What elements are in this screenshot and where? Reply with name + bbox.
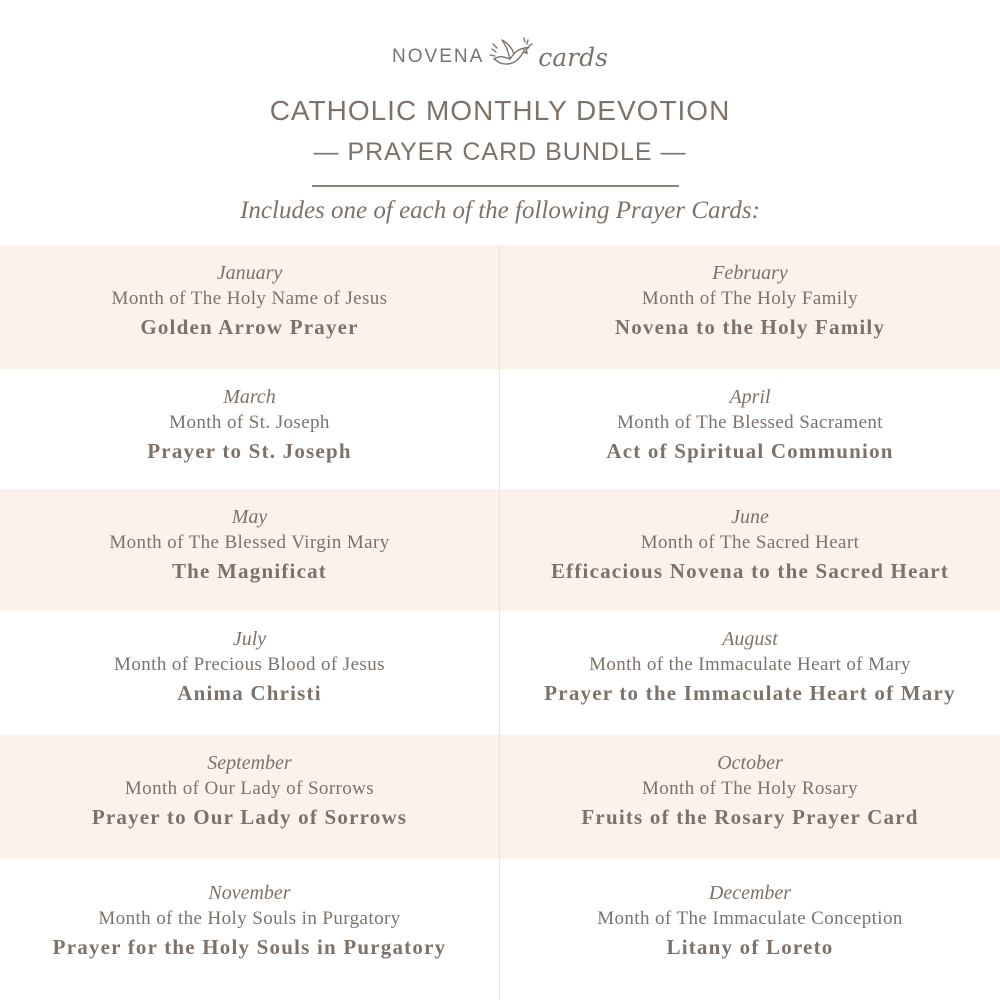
prayer-card-cell bbox=[0, 489, 500, 611]
prayer-card-cell bbox=[500, 369, 1000, 489]
month-name: July bbox=[232, 628, 267, 650]
prayer-title: Prayer for the Holy Souls in Purgatory bbox=[52, 935, 447, 959]
prayer-card-cell bbox=[0, 245, 500, 369]
month-theme: Month of Our Lady of Sorrows bbox=[124, 778, 375, 799]
grid-row bbox=[0, 735, 1000, 859]
month-theme: Month of the Holy Souls in Purgatory bbox=[98, 908, 401, 929]
month-theme: Month of the Immaculate Heart of Mary bbox=[589, 654, 911, 675]
prayer-card-cell bbox=[500, 611, 1000, 735]
prayer-title: Act of Spiritual Communion bbox=[606, 439, 894, 463]
prayer-card-cell bbox=[0, 611, 500, 735]
logo-script: cards bbox=[538, 42, 608, 72]
grid-row bbox=[0, 489, 1000, 611]
prayer-card-cell bbox=[0, 735, 500, 859]
prayer-card-cell bbox=[500, 489, 1000, 611]
month-theme: Month of St. Joseph bbox=[169, 412, 330, 433]
intro-text: Includes one of each of the following Prayer Cards: bbox=[240, 197, 760, 224]
month-name: February bbox=[712, 262, 788, 284]
month-name: December bbox=[708, 882, 792, 904]
prayer-card-cell bbox=[0, 859, 500, 1000]
month-theme: Month of The Holy Family bbox=[641, 288, 859, 309]
brand-logo bbox=[0, 35, 1000, 95]
page-subtitle: — PRAYER CARD BUNDLE — bbox=[313, 138, 687, 166]
prayer-title: Fruits of the Rosary Prayer Card bbox=[581, 805, 919, 829]
title-divider bbox=[312, 185, 679, 187]
month-name: August bbox=[722, 628, 778, 650]
month-name: January bbox=[216, 262, 283, 284]
month-name: October bbox=[717, 752, 783, 774]
prayer-title: Prayer to Our Lady of Sorrows bbox=[91, 805, 408, 829]
month-theme: Month of The Holy Name of Jesus bbox=[111, 288, 388, 309]
prayer-card-cell bbox=[500, 735, 1000, 859]
month-name: November bbox=[208, 882, 291, 904]
month-theme: Month of The Holy Rosary bbox=[641, 778, 859, 799]
grid-row bbox=[0, 245, 1000, 369]
prayer-title: Litany of Loreto bbox=[666, 935, 834, 959]
prayer-card-cell bbox=[500, 245, 1000, 369]
dove-icon bbox=[488, 35, 534, 79]
prayer-card-cell bbox=[0, 369, 500, 489]
prayer-card-cell bbox=[500, 859, 1000, 1000]
prayer-title: The Magnificat bbox=[171, 559, 328, 583]
prayer-title: Prayer to the Immaculate Heart of Mary bbox=[544, 681, 956, 705]
month-name: March bbox=[223, 386, 276, 408]
month-name: September bbox=[207, 752, 292, 774]
prayer-title: Novena to the Holy Family bbox=[614, 315, 886, 339]
month-theme: Month of The Sacred Heart bbox=[640, 532, 860, 553]
prayer-title: Anima Christi bbox=[177, 681, 322, 705]
prayer-title: Efficacious Novena to the Sacred Heart bbox=[550, 559, 950, 583]
grid-row bbox=[0, 859, 1000, 1000]
month-theme: Month of Precious Blood of Jesus bbox=[114, 654, 385, 675]
month-name: June bbox=[731, 506, 769, 528]
month-theme: Month of The Immaculate Conception bbox=[597, 908, 903, 929]
prayer-card-grid bbox=[0, 245, 1000, 1000]
month-name: April bbox=[729, 386, 771, 408]
logo-word: NOVENA bbox=[392, 46, 485, 67]
prayer-title: Prayer to St. Joseph bbox=[147, 439, 352, 463]
header bbox=[0, 0, 1000, 245]
month-name: May bbox=[231, 506, 268, 528]
page-title: CATHOLIC MONTHLY DEVOTION bbox=[269, 95, 731, 126]
prayer-title: Golden Arrow Prayer bbox=[140, 315, 359, 339]
grid-row bbox=[0, 611, 1000, 735]
month-theme: Month of The Blessed Sacrament bbox=[617, 412, 883, 433]
month-theme: Month of The Blessed Virgin Mary bbox=[109, 532, 390, 553]
grid-row bbox=[0, 369, 1000, 489]
